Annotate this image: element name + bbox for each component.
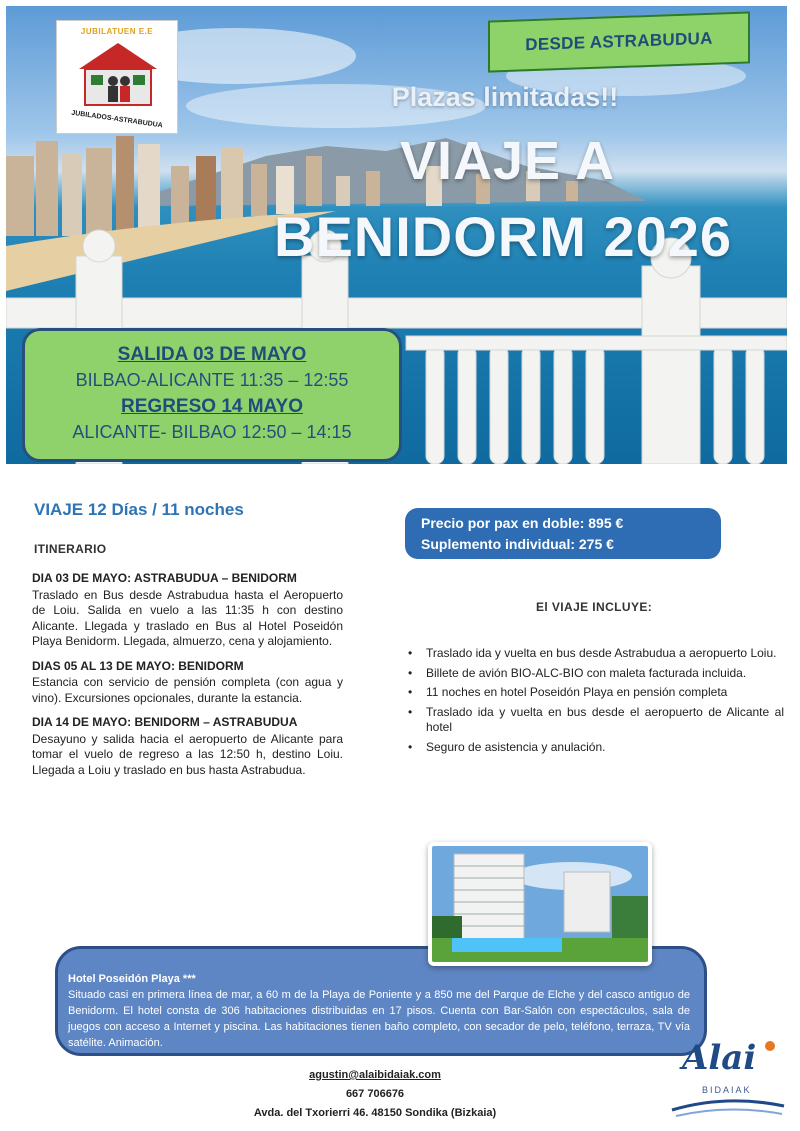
- contact-block: [200, 1066, 550, 1123]
- day-heading: DIA 03 DE MAYO: ASTRABUDUA – BENIDORM: [32, 571, 297, 585]
- list-item: • 11 noches en hotel Poseidón Playa en pensión completa: [408, 685, 784, 701]
- price-double: Precio por pax en doble: 895 €: [421, 515, 624, 531]
- price-box: [405, 508, 721, 559]
- day-text: Desayuno y salida hacia el aeropuerto de Alicante para tomar el vuelo de regreso a las 12:50 h, destino Loiu. Llegada a Loiu y traslado en bus hasta Astrabudua.: [32, 731, 343, 777]
- list-item: • Traslado ida y vuelta en bus desde el aeropuerto de Alicante al hotel: [408, 705, 784, 736]
- hotel-name: Hotel Poseidón Playa ***: [68, 973, 196, 985]
- day-text: Traslado en Bus desde Astrabudua hasta el Aeropuerto de Loiu. Salida en vuelo a las 11:35 h con destino Alicante. Llegada y traslado en Bus al Hotel Poseidón Playa Benidorm. Llegada, almuerzo, cena y alojamiento.: [32, 587, 343, 648]
- brand-subtitle: BIDAIAK: [702, 1085, 752, 1095]
- trip-duration-heading: VIAJE 12 Días / 11 noches: [34, 500, 244, 519]
- title-line-1: VIAJE A: [400, 131, 616, 191]
- flight-schedule-box: [22, 328, 402, 462]
- brand-name: Alai: [682, 1038, 757, 1078]
- itinerary: [32, 571, 343, 787]
- title-line-2: BENIDORM 2026: [274, 205, 733, 268]
- day-text: Estancia con servicio de pensión completa (con agua y vino). Excursiones opcionales, durante la estancia.: [32, 675, 343, 705]
- hotel-photo: [428, 842, 652, 966]
- jubilados-logo: [56, 20, 178, 134]
- departure-heading: SALIDA 03 DE MAYO: [117, 344, 307, 365]
- list-item: • Billete de avión BIO-ALC-BIO con maleta facturada incluida.: [408, 666, 784, 682]
- hero-banner: [6, 6, 787, 464]
- hotel-image: [432, 846, 648, 962]
- hotel-description: Situado casi en primera línea de mar, a 60 m de la Playa de Poniente y a 850 me del Parque de Elche y del casco antiguo de Benidorm. El hotel consta de 306 habitaciones distribuidas en 17 pisos. Cuenta con Bar-Salón con espectáculos, sala de juegos con acceso a Internet y piscina. Las habitaciones tienen baño completo, con secador de pelo, teléfono, terraza, TV vía satélite. Animación.: [68, 989, 690, 1049]
- price-single-supplement: Suplemento individual: 275 €: [421, 536, 614, 552]
- contact-email[interactable]: agustin@alaibidaiak.com: [309, 1069, 441, 1081]
- alai-logo: [666, 1024, 790, 1120]
- return-heading: REGRESO 14 MAYO: [121, 396, 303, 417]
- contact-address: Avda. del Txorierri 46. 48150 Sondika (Bizkaia): [253, 1107, 497, 1119]
- return-route: ALICANTE- BILBAO 12:50 – 14:15: [72, 422, 352, 442]
- day-heading: DIA 14 DE MAYO: BENIDORM – ASTRABUDUA: [32, 715, 298, 729]
- logo-bottom-text: JUBILADOS-ASTRABUDUA: [70, 109, 164, 130]
- includes-heading: El VIAJE INCLUYE:: [536, 600, 653, 614]
- limited-seats-text: Plazas limitadas!!: [391, 82, 619, 112]
- itinerary-day: [32, 571, 343, 650]
- list-item: • Traslado ida y vuelta en bus desde Astrabudua a aeropuerto Loiu.: [408, 646, 784, 662]
- itinerary-heading: ITINERARIO: [34, 542, 107, 556]
- itinerary-day: [32, 715, 343, 778]
- list-item: • Seguro de asistencia y anulación.: [408, 740, 784, 756]
- origin-ribbon: DESDE ASTRABUDUA: [488, 11, 750, 72]
- contact-phone: 667 706676: [345, 1088, 405, 1100]
- itinerary-day: [32, 659, 343, 707]
- day-heading: DIAS 05 AL 13 DE MAYO: BENIDORM: [32, 658, 244, 673]
- departure-route: BILBAO-ALICANTE 11:35 – 12:55: [75, 370, 349, 390]
- includes-list: [408, 646, 784, 759]
- logo-top-text: JUBILATUEN E.E: [80, 27, 154, 36]
